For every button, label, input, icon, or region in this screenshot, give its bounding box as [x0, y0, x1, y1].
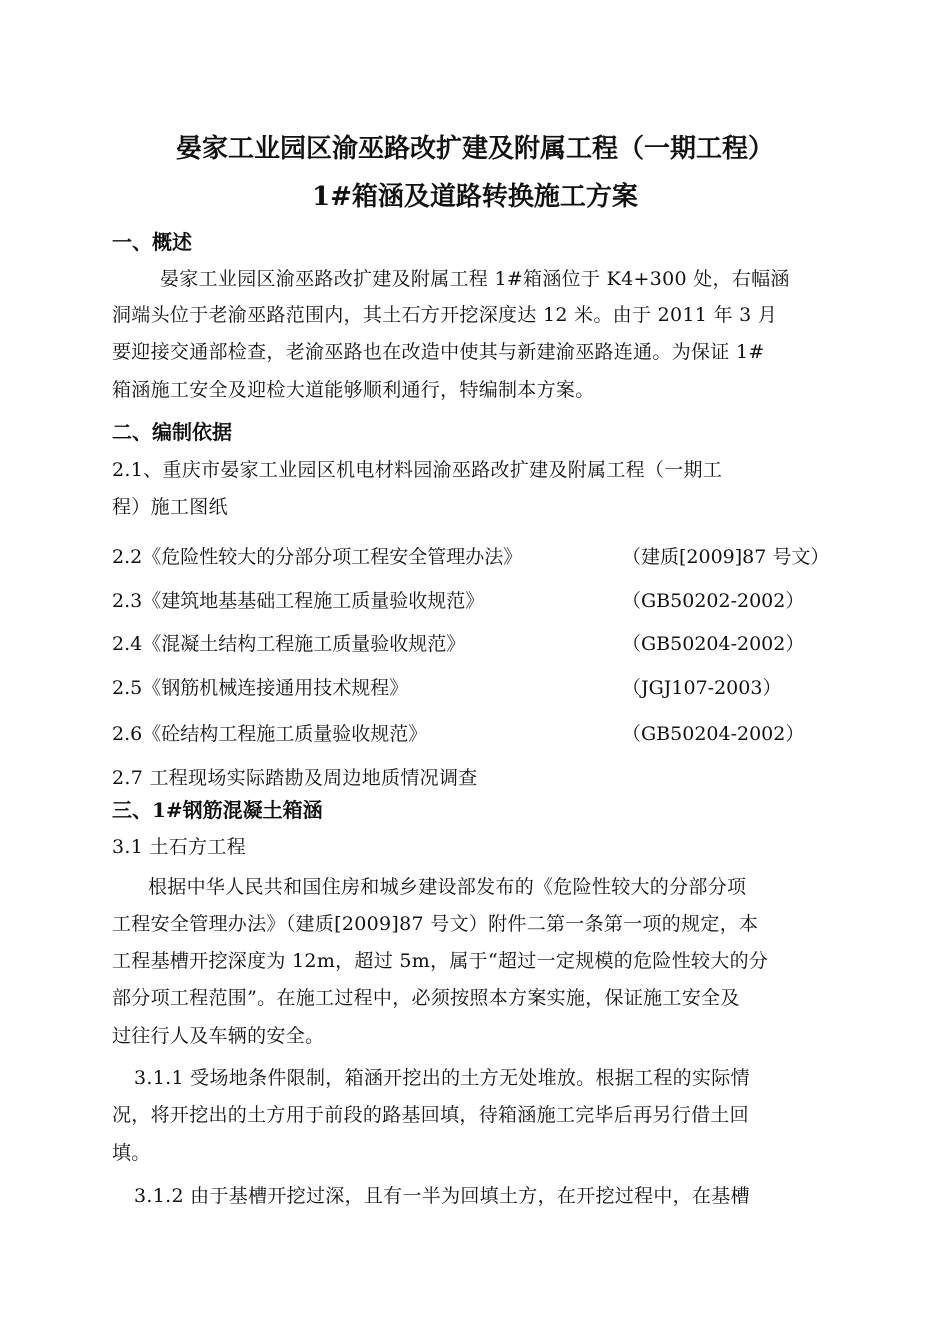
reference-title: 2.5《钢筋机械连接通用技术规程》 [112, 677, 409, 699]
paragraph-line: 晏家工业园区渝巫路改扩建及附属工程 1#箱涵位于 K4+300 处，右幅涵 [160, 268, 790, 290]
section-heading-overview: 一、概述 [112, 230, 192, 254]
reference-title: 2.4《混凝土结构工程施工质量验收规范》 [112, 633, 466, 655]
paragraph-line: 部分项工程范围”。在施工过程中，必须按照本方案实施，保证施工安全及 [112, 987, 740, 1009]
paragraph-line: 况，将开挖出的土方用于前段的路基回填，待箱涵施工完毕后再另行借土回 [112, 1104, 749, 1126]
paragraph-line: 箱涵施工安全及迎检大道能够顺利通行，特编制本方案。 [112, 379, 595, 401]
paragraph-line: 程）施工图纸 [112, 496, 228, 518]
section-heading-basis: 二、编制依据 [112, 420, 232, 444]
paragraph-line: 3.1.2 由于基槽开挖过深，且有一半为回填土方，在开挖过程中，在基槽 [134, 1185, 750, 1207]
paragraph-line: 要迎接交通部检查，老渝巫路也在改造中使其与新建渝巫路连通。为保证 1# [112, 341, 765, 363]
paragraph-line: 填。 [112, 1142, 151, 1164]
document-title: 晏家工业园区渝巫路改扩建及附属工程（一期工程） [175, 134, 774, 164]
reference-code: （JGJ107-2003） [622, 677, 782, 699]
subsection-heading: 3.1 土石方工程 [112, 836, 246, 858]
document-subtitle: 1#箱涵及道路转换施工方案 [312, 182, 638, 212]
reference-code: （建质[2009]87 号文） [622, 546, 830, 568]
paragraph-line: 工程安全管理办法》（建质[2009]87 号文）附件二第一条第一项的规定，本 [112, 913, 759, 935]
reference-title: 2.6《砼结构工程施工质量验收规范》 [112, 723, 428, 745]
reference-item-survey: 2.7 工程现场实际踏勘及周边地质情况调查 [112, 767, 478, 789]
reference-code: （GB50202-2002） [622, 590, 805, 612]
reference-title: 2.3《建筑地基基础工程施工质量验收规范》 [112, 590, 485, 612]
paragraph-line: 过往行人及车辆的安全。 [112, 1025, 325, 1047]
section-heading-box-culvert: 三、1#钢筋混凝土箱涵 [112, 798, 323, 822]
paragraph-line: 3.1.1 受场地条件限制，箱涵开挖出的土方无处堆放。根据工程的实际情 [134, 1067, 750, 1089]
paragraph-line: 根据中华人民共和国住房和城乡建设部发布的《危险性较大的分部分项 [148, 876, 747, 898]
paragraph-line: 工程基槽开挖深度为 12m，超过 5m，属于“超过一定规模的危险性较大的分 [112, 950, 769, 972]
reference-code: （GB50204-2002） [622, 633, 805, 655]
paragraph-line: 洞端头位于老渝巫路范围内，其土石方开挖深度达 12 米。由于 2011 年 3 月 [112, 304, 778, 326]
paragraph-line: 2.1、重庆市晏家工业园区机电材料园渝巫路改扩建及附属工程（一期工 [112, 459, 723, 481]
reference-title: 2.2《危险性较大的分部分项工程安全管理办法》 [112, 546, 523, 568]
reference-code: （GB50204-2002） [622, 723, 805, 745]
